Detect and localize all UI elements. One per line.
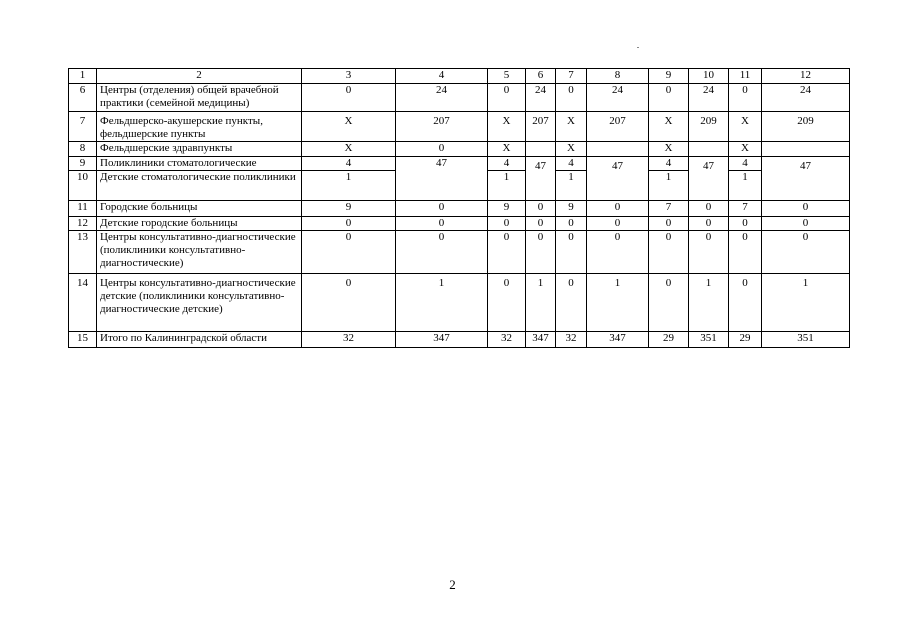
row-name: Центры (отделения) общей врачебной практики (семейной медицины) [97,84,302,112]
table-cell: 0 [729,84,762,112]
row-number: 7 [69,112,97,142]
header-cell: 4 [396,69,488,84]
table-cell: 1 [649,171,689,201]
table-cell: 0 [396,217,488,231]
table-cell: 0 [689,201,729,217]
table-cell: 1 [556,171,587,201]
table-cell: 0 [488,231,526,274]
table-cell: 0 [302,84,396,112]
table-cell: Х [729,142,762,157]
table-cell [689,142,729,157]
table-cell-merged: 47 [396,157,488,201]
row-name: Городские больницы [97,201,302,217]
header-cell: 6 [526,69,556,84]
table-cell: 0 [302,231,396,274]
table-cell: 1 [729,171,762,201]
table-cell: 0 [729,231,762,274]
table-cell: 0 [556,84,587,112]
table-row [69,84,850,112]
row-name: Детские стоматологические поликлиники [97,171,302,201]
header-cell: 9 [649,69,689,84]
table-cell: Х [729,112,762,142]
table-cell: 0 [556,231,587,274]
table-row [69,112,850,142]
table-row [69,201,850,217]
table-cell: 207 [396,112,488,142]
table-cell: 4 [302,157,396,171]
table-cell: 0 [396,231,488,274]
table-cell: 1 [396,274,488,332]
table-cell [587,142,649,157]
table-cell: 24 [689,84,729,112]
table-cell: 7 [649,201,689,217]
table-cell: 0 [649,231,689,274]
table-cell: 29 [729,332,762,348]
table-cell: 0 [526,231,556,274]
header-cell: 11 [729,69,762,84]
row-name: Детские городские больницы [97,217,302,231]
table-cell: 351 [689,332,729,348]
table-cell-merged: 47 [762,157,850,201]
table-cell: 207 [587,112,649,142]
table-cell: 0 [488,84,526,112]
table-row [69,274,850,332]
table-cell: 9 [556,201,587,217]
table-cell: 0 [526,201,556,217]
table-cell: 347 [587,332,649,348]
table-cell: 0 [762,201,850,217]
table-cell: Х [302,112,396,142]
table-cell: 207 [526,112,556,142]
table-cell: 4 [729,157,762,171]
table-cell: 0 [649,217,689,231]
table-cell: 351 [762,332,850,348]
table-cell: 24 [587,84,649,112]
table-cell: 0 [729,217,762,231]
table-header-row [69,69,850,84]
table-cell: 1 [762,274,850,332]
table-cell: Х [649,112,689,142]
table-cell-merged: 47 [526,157,556,201]
row-number: 15 [69,332,97,348]
table-cell: 32 [302,332,396,348]
table-cell-merged: 47 [689,157,729,201]
page-number: 2 [449,577,456,592]
row-number: 13 [69,231,97,274]
table-cell: 4 [488,157,526,171]
table-cell: 24 [526,84,556,112]
facilities-table [68,68,850,348]
row-number: 6 [69,84,97,112]
table-cell: 4 [556,157,587,171]
table-cell: 0 [302,217,396,231]
table-cell [762,142,850,157]
table-cell: 32 [488,332,526,348]
table-cell: 0 [556,217,587,231]
table-cell: 9 [488,201,526,217]
table-cell: Х [488,112,526,142]
table-cell: 24 [762,84,850,112]
table-cell: 1 [302,171,396,201]
table-row-total [69,332,850,348]
table-cell: Х [488,142,526,157]
table-cell: Х [649,142,689,157]
table-cell: 0 [689,217,729,231]
table-cell [526,142,556,157]
table-row [69,142,850,157]
table-cell: 0 [556,274,587,332]
header-cell: 5 [488,69,526,84]
table-cell: 347 [526,332,556,348]
row-name: Итого по Калининградской области [97,332,302,348]
header-cell: 2 [97,69,302,84]
table-cell: 0 [587,217,649,231]
table-cell: 209 [762,112,850,142]
table-cell: Х [556,112,587,142]
row-number: 9 [69,157,97,171]
table-cell: 24 [396,84,488,112]
table-cell: 0 [396,201,488,217]
row-name: Центры консультативно-диагностические (поликлиники консультативно-диагностические) [97,231,302,274]
row-number: 11 [69,201,97,217]
table-cell: 0 [526,217,556,231]
row-number: 8 [69,142,97,157]
header-cell: 10 [689,69,729,84]
scan-speck [637,47,639,48]
table-cell: 29 [649,332,689,348]
table-row [69,217,850,231]
table-cell: 1 [526,274,556,332]
header-cell: 1 [69,69,97,84]
table-cell: 0 [488,274,526,332]
table-cell: 0 [488,217,526,231]
table-cell: 0 [302,274,396,332]
table-cell: 0 [762,217,850,231]
table-cell: 0 [587,231,649,274]
table-cell: 347 [396,332,488,348]
table-cell: 7 [729,201,762,217]
table-cell: 0 [649,84,689,112]
table-cell: 1 [488,171,526,201]
table-cell: 209 [689,112,729,142]
table-row [69,231,850,274]
row-number: 14 [69,274,97,332]
row-name: Фельдшерские здравпункты [97,142,302,157]
row-name: Центры консультативно-диагностические детские (поликлиники консультативно-диагностические детские) [97,274,302,332]
table-cell: 0 [762,231,850,274]
table-cell: Х [556,142,587,157]
table-cell: 0 [396,142,488,157]
row-name: Поликлиники стоматологические [97,157,302,171]
table-cell: 4 [649,157,689,171]
table-cell: 9 [302,201,396,217]
table-cell-merged: 47 [587,157,649,201]
row-name: Фельдшерско-акушерские пункты, фельдшерские пункты [97,112,302,142]
header-cell: 12 [762,69,850,84]
header-cell: 3 [302,69,396,84]
header-cell: 7 [556,69,587,84]
row-number: 12 [69,217,97,231]
table-cell: 1 [587,274,649,332]
table-row [69,157,850,171]
table-cell: 1 [689,274,729,332]
table-cell: 0 [689,231,729,274]
row-number: 10 [69,171,97,201]
table-cell: 32 [556,332,587,348]
header-cell: 8 [587,69,649,84]
table-cell: 0 [729,274,762,332]
table-cell: Х [302,142,396,157]
table-cell: 0 [587,201,649,217]
table-cell: 0 [649,274,689,332]
